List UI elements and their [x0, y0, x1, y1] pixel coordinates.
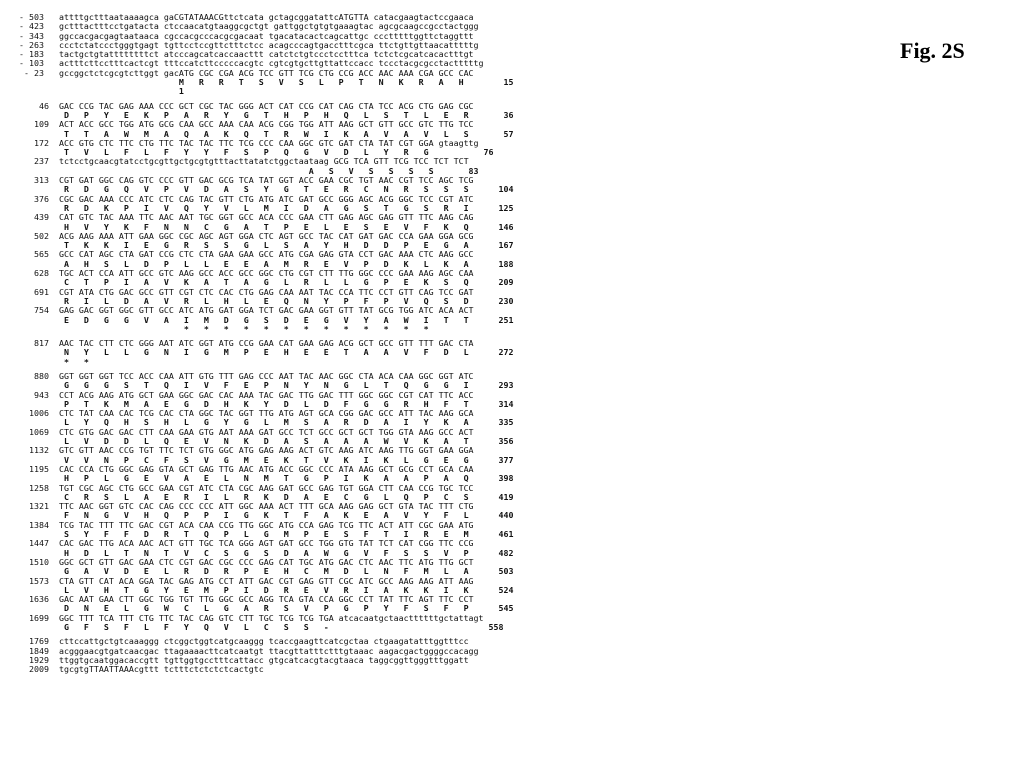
nucleotide-row: 2009 tgcgtgTTAATTAAAcgttt tctttctctctctcactgtc — [14, 664, 264, 675]
amino-acid-row: R D G Q V P V D A S Y G T E R C N R S S S 104 — [14, 184, 514, 195]
nucleotide-row: 691 CGT ATA CTG GAC GCC GTT CGT CTC CAC CTG GAG CAA AAT TAC CCA TTC CCT GTT CAG TCC GAT — [14, 286, 474, 297]
sequence-figure — [14, 13, 514, 674]
amino-acid-row: S Y F F D R T Q P L G M P E S F T I R E M 461 — [14, 529, 514, 540]
nucleotide-row: 628 TGC ACT CCA ATT GCC GTC AAG GCC ACC GCC GGC CTG CGT CTT TTG GGC CCC GAA AAG AGC CAA — [14, 268, 474, 279]
nucleotide-row: 754 GAG GAC GGT GGC GTT GCC ATC ATG GAT GGA TCT GAC GAA GGT GTT TAT GCG TGG ATC ACA ACT — [14, 305, 474, 316]
nucleotide-row: - 423 gctttactttcctgatacta ctccaacatgtaaggcgctgt gattggctgtgtgaaagtac agcgcaagccgcctactggg — [14, 21, 479, 32]
nucleotide-row: 565 GCC CAT AGC CTA GAT CCG CTC CTA GAA GAA GCC ATG CGA GAG GTA CCT GAC AAA CTC AAG GCC — [14, 249, 474, 260]
amino-acid-row: H P L G E V A E L N M T G P I K A A P A Q 398 — [14, 473, 514, 484]
amino-acid-row: E D G G V A I M D G S D E G V Y A W I T T 251 — [14, 314, 514, 325]
nucleotide-row: - 263 ccctctatccctgggtgagt tgttcctccgttctttctcc acagcccagtgacctttcgca ttctgttgttaacatttttg — [14, 39, 479, 50]
nucleotide-row: 1699 GGC TTT TCA TTT CTG TTC TAC CAG GTC CTT TGC TCG TCG TGA atcacaatgctaacttttttgctattagt — [14, 612, 484, 623]
nucleotide-row: 1929 ttggtgcaatggacaccgtt tgttggtgcctttcattacc gtgcatcacgtacgtaaca taggcggttgggtttggatt — [14, 654, 469, 665]
amino-acid-row: D P Y E K P A R Y G T H P H Q L S T L E R 36 — [14, 109, 514, 120]
nucleotide-row: 237 tctcctgcaacgtatcctgcgttgctgcgtgtttacttatatctggctaataag GCG TCA GTT TCG TCC TCT TCT — [14, 156, 469, 167]
amino-acid-row: M R R T S V S L P T N K R A H 15 — [14, 77, 514, 88]
nucleotide-row: 817 AAC TAC CTT CTC GGG AAT ATC GGT ATG CCG GAA CAT GAA GAG ACG GCT GCC GTT TTT GAC CTA — [14, 338, 474, 349]
amino-acid-row: L Y Q H S H L G Y G L M S A R D A I Y K A 335 — [14, 417, 514, 428]
nucleotide-row: 109 ACT ACC GCC TGG ATG GCG CAA GCC AAA CAA ACG CGG TGG ATT AAG GCT GTT GCC GTC TTG TCC — [14, 119, 474, 130]
nucleotide-row: 1132 GTC GTT AAC CCG TGT TTC TCT GTG GGC ATG GAG AAG ACT GTC AAG ATC AAG TTG GGT GAA GGA — [14, 445, 474, 456]
amino-acid-row: D N E L G W C L G A R S V P G P Y F S F P 545 — [14, 603, 514, 614]
nucleotide-row: - 183 tactgctgtattttttttct atcccagcatcaccaacttt catctctgtccctcctttca tctctcgcatcacactttgt — [14, 49, 474, 60]
amino-acid-row: L V D D L Q E V N K D A S A A A W V K A T 356 — [14, 436, 514, 447]
nucleotide-row: 502 ACG AAG AAA ATT GAA GGC CGC AGC AGT GGA CTC AGT GCC TAC CAT GAT GAC CCA GAA GGA GCG — [14, 230, 474, 241]
nucleotide-row: 1769 cttccattgctgtcaaaggg ctcggctggtcatgcaaggg tcaccgaagttcatcgctaa ctgaagatatttggtttcc — [14, 636, 469, 647]
nucleotide-row: 313 CGT GAT GGC CAG GTC CCC GTT GAC GCG TCA TAT GGT ACC GAA CGC TGT AAC CGT TCC AGC TCG — [14, 175, 474, 186]
amino-acid-row: G A V D E L R D R P E H C M D L N F M L A 503 — [14, 566, 514, 577]
nucleotide-row: 943 CCT ACG AAG ATG GCT GAA GGC GAC CAC AAA TAC GAC TTG GAC TTT GGC GGC CGT CAT TTC ACC — [14, 389, 474, 400]
nucleotide-row: - 23 gccggctctcgcgtcttggt gacATG CGC CGA ACG TCC GTT TCG CTG CCG ACC AAC AAA CGA GCC CAC — [14, 67, 474, 78]
amino-acid-row: H V Y K F N N C G A T P E L E S E V F K Q 146 — [14, 221, 514, 232]
amino-acid-row: R D K P I V Q Y V L M I D A G S T G S R I 125 — [14, 202, 514, 213]
nucleotide-row: 880 GGT GGT GGT TCC ACC CAA ATT GTG TTT GAG CCC AAT TAC AAC GGC CTA ACA CAA GGC GGT ATC — [14, 370, 474, 381]
amino-acid-row: A S V S S S S 83 — [14, 165, 479, 176]
amino-acid-row: G G G S T Q I V F E P N Y N G L T Q G G I 293 — [14, 380, 514, 391]
marker-row: * * * * * * * * * * * * * — [14, 323, 429, 334]
nucleotide-row: - 103 actttcttcctttcactcgt tttccatcttcccccacgtc cgtcgtgcttgttattccacc tccctacgcgcctactttttg — [14, 58, 484, 69]
nucleotide-row: 1069 CTC GTG GAC GAC CTT CAA GAA GTG AAT AAA GAT GCC TCT GCC GCT GCT TGG GTA AAG GCC ACT — [14, 426, 474, 437]
marker-row: * * — [14, 356, 89, 367]
figure-label: Fig. 2S — [900, 38, 965, 63]
nucleotide-row: 1321 TTC AAC GGT GTC CAC CAG CCC CCC ATT GGC AAA ACT TTT GCA AAG GAG GCT GTA TAC TTT CTG — [14, 501, 474, 512]
amino-acid-row: T K K I E G R S S G L S A Y H D D P E G A 167 — [14, 240, 514, 251]
nucleotide-row: 1195 CAC CCA CTG GGC GAG GTA GCT GAG TTG AAC ATG ACC GGC CCC ATA AAG GCT GCG CCT GCA CAA — [14, 463, 474, 474]
amino-acid-row: G F S F L F Y Q V L C S S - 558 — [14, 622, 504, 632]
nucleotide-row: - 343 ggccacgacgagtaataaca cgccacgcccacgcgacaat tgacatacactcagcattgc ccctttttggttctaggttt — [14, 30, 474, 41]
amino-acid-row: P T K M A E G D H K Y D L D F G G R H F T 314 — [14, 398, 514, 409]
nucleotide-row: 1510 GGC GCT GTT GAC GAA CTC CGT GAC CGC CCC GAG CAT TGC ATG GAC CTC AAC TTC ATG TTG GCT — [14, 556, 474, 567]
amino-acid-row: T T A W M A Q A K Q T R W I K A V A V L S 57 — [14, 128, 514, 139]
nucleotide-row: 1258 TGT CGC AGC CTG GCC GAA CGT ATC CTA CGC AAG GAT GCC GAG TGT GGA CTT CAA CCG TGC TCC — [14, 482, 474, 493]
nucleotide-row: 172 ACC GTG CTC TTC CTG TTC TAC TAC TTC TCG CCC CAA GGC GTC GAT CTA TAT CGT GGA gtaagttg — [14, 137, 479, 148]
amino-acid-row: C T P I A V K A T A G L R L L G P E K S Q 209 — [14, 277, 514, 288]
nucleotide-row: 439 CAT GTC TAC AAA TTC AAC AAT TGC GGT GCC ACA CCC GAA CTT GAG AGC GAG GTT TTC AAG CAG — [14, 212, 474, 223]
nucleotide-row: 1006 CTC TAT CAA CAC TCG CAC CTA GGC TAC GGT TTG ATG AGT GCA CGG GAC GCC ATT TAC AAG GCA — [14, 408, 474, 419]
nucleotide-row: 376 CGC GAC AAA CCC ATC CTC CAG TAC GTT CTG ATG ATC GAT GCC GGG AGC ACG GGC TCC CGT ATC — [14, 193, 474, 204]
amino-acid-row: R I L D A V R L H L E Q N Y P F P V Q S D 230 — [14, 295, 514, 306]
amino-acid-row: V V N P C F S V G M E K T V K I K L G E G 377 — [14, 454, 514, 465]
nucleotide-row: - 503 attttgctttaataaaagca gaCGTATAAACGttctcata gctagcggatattcATGTTA catacgaagtactccgaaca — [14, 12, 474, 22]
amino-acid-row: L V H T G Y E M P I D R E V R I A K K I K 524 — [14, 584, 514, 595]
nucleotide-row: 1447 CAC GAC TTG ACA AAC ACT GTT TGC TCA GGG AGT GAT GCC TGG GTG TAT TCT CAT CGG TTC CCG — [14, 538, 474, 549]
marker-row: 1 — [14, 86, 184, 97]
amino-acid-row: N Y L L G N I G M P E H E E T A A V F D L 272 — [14, 347, 514, 358]
nucleotide-row: 1636 GAC AAT GAA CTT GGC TGG TGT TTG GGC GCC AGG TCA GTA CCA GGC CCT TAT TTC AGT TTC CCT — [14, 594, 474, 605]
amino-acid-row: A H S L D P L L E E A M R E V P D K L K A 188 — [14, 258, 514, 269]
amino-acid-row: F N G V H Q P P I G K T F A K E A V Y F L 440 — [14, 510, 514, 521]
amino-acid-row: H D L T N T V C S G S D A W G V F S S V P 482 — [14, 547, 514, 558]
amino-acid-row: C R S L A E R I L R K D A E C G L Q P C S 419 — [14, 491, 514, 502]
nucleotide-row: 1573 CTA GTT CAT ACA GGA TAC GAG ATG CCT ATT GAC CGT GAG GTT CGC ATC GCC AAG AAG ATT AAG — [14, 575, 474, 586]
nucleotide-row: 1849 acgggaacgtgatcaacgac ttagaaaacttcatcaatgt ttacgttatttctttgtaaac aagacgactggggccacagg — [14, 645, 479, 656]
nucleotide-row: 46 GAC CCG TAC GAG AAA CCC GCT CGC TAC GGG ACT CAT CCG CAT CAG CTA TCC ACG CTG GAG CGC — [14, 100, 474, 111]
amino-acid-row: T V L F L F Y Y F S P Q G V D L Y R G 76 — [14, 147, 494, 158]
nucleotide-row: 1384 TCG TAC TTT TTC GAC CGT ACA CAA CCG TTG GGC ATG CCA GAG TCG TTC ACT ATT CGC GAA ATG — [14, 519, 474, 530]
